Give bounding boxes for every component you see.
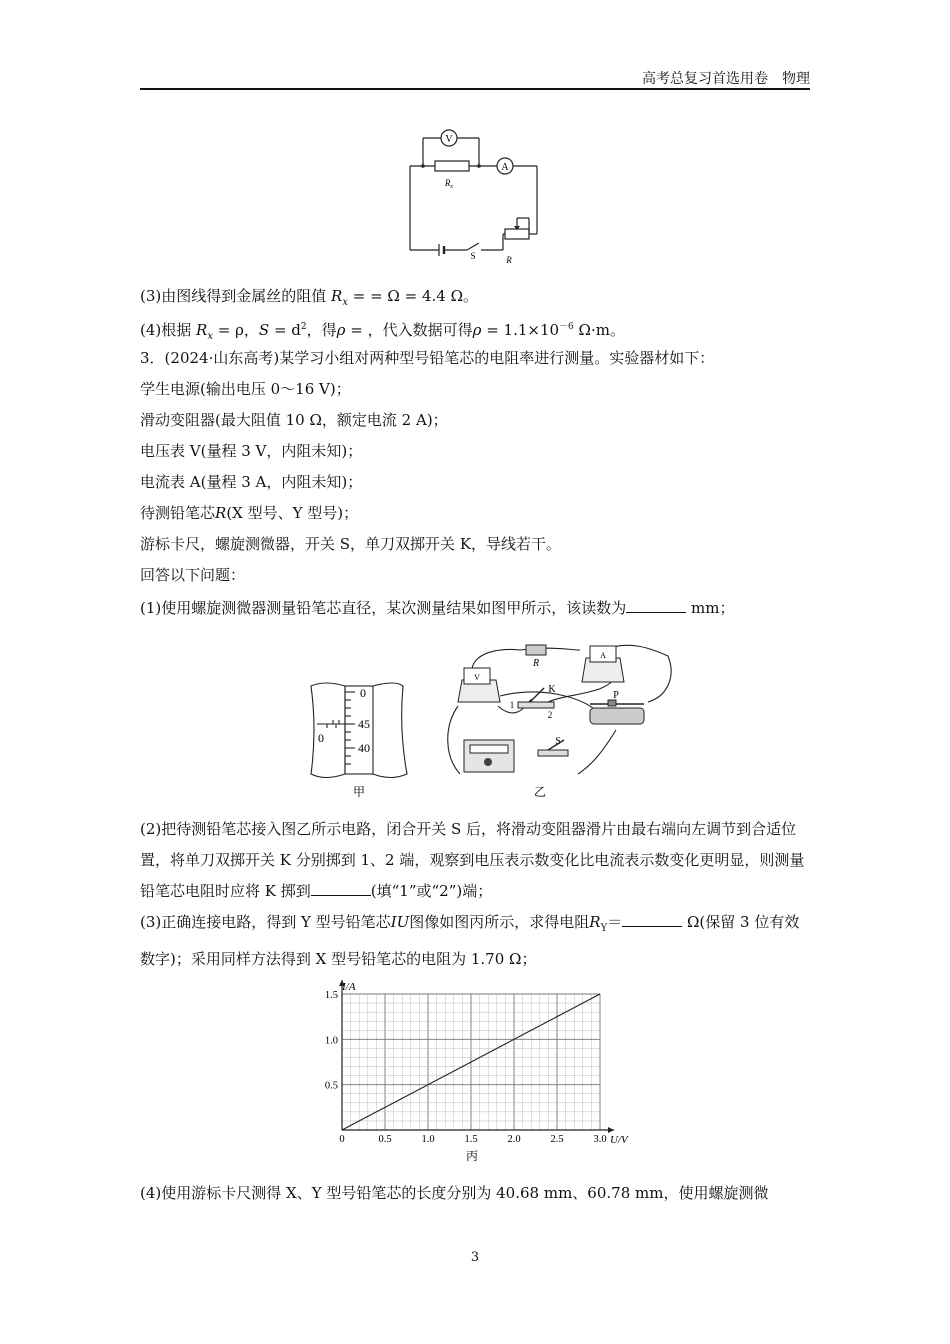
sub-question-2: (2)把待测铅笔芯接入图乙所示电路，闭合开关 S 后，将滑动变阻器滑片由最右端向左调节到合适位置，将单刀双掷开关 K 分别掷到 1、2 端，观察到电压表示数变化比电流表示数变化更明显，则测量铅笔芯电阻时应将 K 掷到 (填“1”或“2”)端；	[140, 820, 805, 900]
material-4: 电流表 A(量程 3 A，内阻未知)；	[140, 473, 363, 491]
figure-jia-caption: 甲	[352, 785, 366, 799]
figure-bing-iu-chart	[310, 978, 660, 1170]
sub-question-1: (1)使用螺旋测微器测量铅笔芯直径，某次测量结果如图甲所示，该读数为 mm；	[140, 596, 734, 618]
x-tick-label: 0	[339, 1134, 345, 1145]
material-1: 学生电源(输出电压 0～16 V)；	[140, 380, 351, 398]
answer-blank-1[interactable]	[626, 596, 686, 613]
answer-prompt: 回答以下问题：	[140, 566, 246, 584]
switch-k-terminal-1: 1	[509, 700, 515, 710]
switch-s-label: S	[555, 736, 561, 747]
material-2: 滑动变阻器(最大阻值 10 Ω，额定电流 2 A)；	[140, 411, 448, 429]
page-header	[140, 66, 810, 90]
material-3: 电压表 V(量程 3 V，内阻未知)；	[140, 442, 363, 460]
figure-jia-micrometer	[303, 678, 421, 800]
x-axis-label: U/V	[610, 1134, 628, 1146]
sub-question-3: (3)正确连接电路，得到 Y 型号铅笔芯IU图像如图丙所示，求得电阻$R_Y= \Omega$(保留 3 位有效数字)；采用同样方法得到 X 型号铅笔芯的电阻为 1.70 Ω；	[140, 907, 812, 975]
figure-yi-caption: 乙	[533, 785, 547, 799]
voltmeter-label: V	[445, 134, 453, 145]
slide-rheostat	[590, 690, 644, 724]
figure-bing-caption: 丙	[465, 1149, 479, 1163]
x-tick-label: 1.0	[421, 1134, 435, 1145]
header-title: 高考总复习首选用卷 物理	[642, 71, 810, 87]
x-tick-label: 2.5	[550, 1134, 564, 1145]
question-3-title: 3．(2024·山东高考)某学习小组对两种型号铅笔芯的电阻率进行测量。实验器材如下：	[140, 349, 715, 367]
figure-yi-circuit	[440, 636, 672, 804]
y-tick-label: 0.5	[324, 1080, 338, 1092]
answer-blank-2[interactable]	[311, 879, 371, 896]
micrometer-tick-45: 45	[358, 717, 370, 731]
circuit-diagram-1	[405, 126, 545, 266]
switch-label: S	[470, 251, 476, 261]
svg-text:Rx	[444, 178, 454, 190]
voltmeter-device	[458, 668, 500, 702]
x-axis-arrow	[608, 1127, 614, 1133]
voltmeter-v-label: V	[474, 673, 480, 682]
micrometer-main-zero: 0	[318, 731, 324, 745]
switch-s	[538, 736, 568, 756]
ammeter-device	[582, 646, 624, 682]
line-step4: (4)根据 $R_x = \rho$，$S = d^2$，得ρ = ，代入数据可得$\rho = 1.1\times 10^{-6}$ Ω·m。	[140, 321, 625, 342]
y-tick-label: 1.5	[324, 990, 338, 1001]
switch-k-label: K	[548, 684, 556, 695]
material-6: 游标卡尺，螺旋测微器，开关 S，单刀双掷开关 K，导线若干。	[140, 535, 562, 553]
rheostat-r-label: R	[532, 658, 540, 669]
rx-label: R	[444, 178, 451, 188]
micrometer-tick-0: 0	[360, 686, 366, 700]
sub-question-4: (4)使用游标卡尺测得 X、Y 型号铅笔芯的长度分别为 40.68 mm、60.78 mm，使用螺旋测微	[140, 1184, 769, 1202]
ammeter-a-label: A	[600, 651, 606, 660]
material-5: 待测铅笔芯R(X 型号、Y 型号)；	[140, 504, 359, 522]
rheostat-label: R	[506, 255, 512, 265]
line-step3: (3)由图线得到金属丝的阻值 $R_x$ = = Ω = 4.4 Ω。	[140, 287, 479, 308]
power-supply	[464, 740, 514, 772]
rx-sub-label: x	[450, 184, 454, 190]
answer-blank-3[interactable]	[622, 910, 682, 927]
double-throw-switch-k	[510, 684, 557, 720]
y-axis-label: I/A	[342, 981, 356, 993]
x-tick-label: 1.5	[464, 1134, 478, 1145]
page-number: 3	[470, 1250, 480, 1265]
ammeter-label: A	[501, 162, 509, 173]
x-tick-label: 3.0	[593, 1134, 607, 1145]
x-tick-label: 2.0	[507, 1134, 521, 1145]
rheostat-r	[526, 645, 546, 655]
y-tick-label: 1.0	[324, 1035, 338, 1047]
switch-k-terminal-2: 2	[547, 710, 553, 720]
x-tick-label: 0.5	[378, 1134, 392, 1145]
slider-p-label: P	[613, 690, 619, 701]
micrometer-tick-40: 40	[358, 741, 370, 755]
